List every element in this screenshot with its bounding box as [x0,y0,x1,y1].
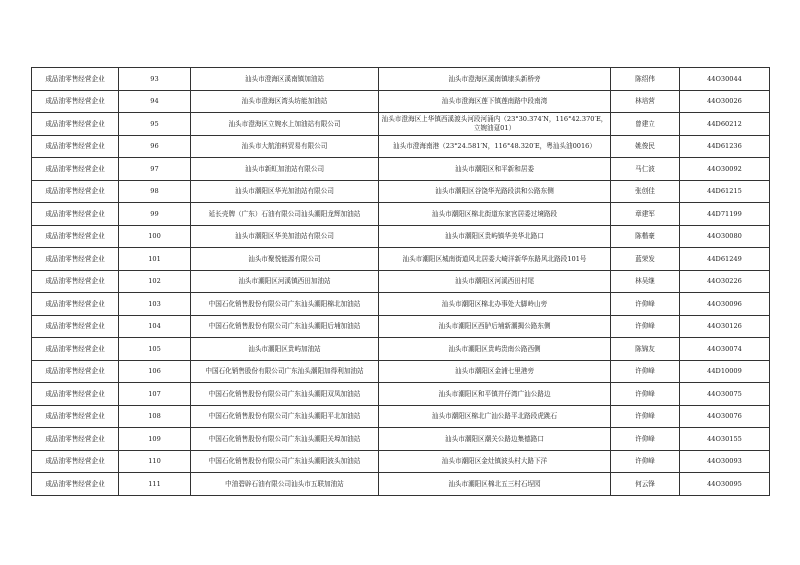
cell-person: 许仰峰 [611,383,680,406]
cell-number: 103 [119,293,191,316]
cell-category: 成品油零售经营企业 [32,68,119,91]
cell-category: 成品油零售经营企业 [32,135,119,158]
cell-number: 97 [119,158,191,181]
cell-address: 汕头市澄海区溪南镇埭头新桥旁 [379,68,611,91]
cell-category: 成品油零售经营企业 [32,293,119,316]
cell-number: 102 [119,270,191,293]
cell-address: 汕头市澄海区莲下镇莲南路中段南湾 [379,90,611,113]
table-row [32,270,770,293]
cell-enterprise-name: 中国石化销售股份有限公司广东汕头潮阳后埔加油站 [191,315,379,338]
cell-enterprise-name: 中国石化销售股份有限公司广东汕头潮阳平北加油站 [191,405,379,428]
cell-enterprise-name: 汕头市澄海区立婉水上加油站有限公司 [191,113,379,136]
cell-code: 44O30076 [680,405,770,428]
cell-number: 96 [119,135,191,158]
table-row [32,293,770,316]
cell-address: 汕头市潮阳区棉北街道东家宫居委过境路段 [379,203,611,226]
cell-category: 成品油零售经营企业 [32,383,119,406]
table-row [32,225,770,248]
cell-address: 汕头市潮阳区和平镇井仔湾广汕公路边 [379,383,611,406]
cell-person: 林培营 [611,90,680,113]
cell-category: 成品油零售经营企业 [32,315,119,338]
cell-code: 44D61215 [680,180,770,203]
cell-address: 汕头市潮阳区西胪后埔新潮揭公路东侧 [379,315,611,338]
cell-number: 110 [119,450,191,473]
cell-person: 张创佳 [611,180,680,203]
table-row [32,450,770,473]
cell-address: 汕头市潮阳区河溪西田村尾 [379,270,611,293]
cell-person: 许仰峰 [611,360,680,383]
cell-person: 蓝荣发 [611,248,680,271]
cell-number: 99 [119,203,191,226]
cell-category: 成品油零售经营企业 [32,428,119,451]
cell-address: 汕头市澄海南港（23°24.581′N，116°48.320′E，粤汕头油0016） [379,135,611,158]
table-row [32,315,770,338]
cell-number: 101 [119,248,191,271]
cell-number: 98 [119,180,191,203]
cell-code: 44D61236 [680,135,770,158]
cell-number: 108 [119,405,191,428]
cell-enterprise-name: 中国石化销售股份有限公司广东汕头潮阳棉北加油站 [191,293,379,316]
cell-address: 汕头市潮阳区棉北五三村石埕园 [379,473,611,496]
cell-address: 汕头市潮阳区和平新和居委 [379,158,611,181]
cell-address: 汕头市潮阳区棉北办事处大脚岭山旁 [379,293,611,316]
cell-code: 44O30226 [680,270,770,293]
table-row [32,90,770,113]
table-row [32,338,770,361]
cell-person: 章建军 [611,203,680,226]
table-row [32,135,770,158]
cell-address: 汕头市潮阳区贵屿贵南公路西侧 [379,338,611,361]
cell-person: 许仰峰 [611,450,680,473]
cell-enterprise-name: 中国石化销售股份有限公司广东汕头潮阳波头加油站 [191,450,379,473]
cell-category: 成品油零售经营企业 [32,248,119,271]
cell-person: 林吴继 [611,270,680,293]
table-row [32,428,770,451]
cell-number: 104 [119,315,191,338]
cell-category: 成品油零售经营企业 [32,360,119,383]
cell-code: 44O30093 [680,450,770,473]
cell-code: 44O30092 [680,158,770,181]
cell-category: 成品油零售经营企业 [32,405,119,428]
cell-category: 成品油零售经营企业 [32,180,119,203]
cell-category: 成品油零售经营企业 [32,270,119,293]
cell-code: 44D10009 [680,360,770,383]
cell-number: 100 [119,225,191,248]
cell-number: 106 [119,360,191,383]
cell-code: 44O30096 [680,293,770,316]
cell-person: 何云锋 [611,473,680,496]
cell-person: 许仰峰 [611,405,680,428]
cell-address: 汕头市潮阳区潮关公路边集德路口 [379,428,611,451]
enterprise-table [31,67,770,496]
cell-code: 44O30126 [680,315,770,338]
cell-number: 105 [119,338,191,361]
cell-enterprise-name: 中国石化销售股份有限公司广东汕头潮阳关埠加油站 [191,428,379,451]
cell-address: 汕头市澄海区上华镇西溪渡头河段河涌内（23°30.374′N，116°42.370′E，立婉油趸01） [379,113,611,136]
cell-enterprise-name: 中国石化销售股份有限公司广东汕头潮阳双凤加油站 [191,383,379,406]
cell-enterprise-name: 汕头市澄海区溪南镇加油站 [191,68,379,91]
cell-code: 44O30074 [680,338,770,361]
cell-category: 成品油零售经营企业 [32,113,119,136]
cell-number: 107 [119,383,191,406]
cell-code: 44O30155 [680,428,770,451]
cell-address: 汕头市潮阳区谷饶华光路段洪和公路东侧 [379,180,611,203]
cell-category: 成品油零售经营企业 [32,225,119,248]
cell-number: 95 [119,113,191,136]
cell-person: 陈楷豪 [611,225,680,248]
cell-person: 马仁波 [611,158,680,181]
cell-code: 44O30095 [680,473,770,496]
cell-address: 汕头市潮阳区贵屿镇华美华北路口 [379,225,611,248]
cell-code: 44D61249 [680,248,770,271]
table-row [32,180,770,203]
cell-address: 汕头市潮阳区棉北广汕公路平北路段虎跳石 [379,405,611,428]
cell-category: 成品油零售经营企业 [32,450,119,473]
document-table-wrap [31,67,769,496]
cell-category: 成品油零售经营企业 [32,473,119,496]
cell-code: 44O30075 [680,383,770,406]
cell-category: 成品油零售经营企业 [32,203,119,226]
cell-person: 曾建立 [611,113,680,136]
cell-number: 94 [119,90,191,113]
cell-enterprise-name: 中国石化销售股份有限公司广东汕头潮阳加得利加油站 [191,360,379,383]
cell-code: 44D60212 [680,113,770,136]
cell-category: 成品油零售经营企业 [32,158,119,181]
cell-person: 许仰峰 [611,293,680,316]
cell-address: 汕头市潮阳区城南街道风北居委大崎洋新华东路风北路段101号 [379,248,611,271]
table-row [32,360,770,383]
cell-enterprise-name: 中油碧辟石油有限公司汕头市五联加油站 [191,473,379,496]
cell-code: 44D71199 [680,203,770,226]
table-row [32,473,770,496]
cell-code: 44O30044 [680,68,770,91]
cell-number: 111 [119,473,191,496]
cell-address: 汕头市潮阳区金灶镇波头村大路下洋 [379,450,611,473]
cell-person: 陈锦友 [611,338,680,361]
cell-code: 44O30080 [680,225,770,248]
cell-enterprise-name: 延长壳牌（广东）石油有限公司汕头潮阳龙辉加油站 [191,203,379,226]
cell-enterprise-name: 汕头市聚悦能源有限公司 [191,248,379,271]
cell-person: 姚俊民 [611,135,680,158]
table-row [32,203,770,226]
cell-category: 成品油零售经营企业 [32,90,119,113]
cell-enterprise-name: 汕头市潮阳区河溪镇西田加油站 [191,270,379,293]
cell-enterprise-name: 汕头市新虹加油站有限公司 [191,158,379,181]
cell-code: 44O30026 [680,90,770,113]
cell-category: 成品油零售经营企业 [32,338,119,361]
cell-person: 许仰峰 [611,315,680,338]
cell-enterprise-name: 汕头市大航油料贸易有限公司 [191,135,379,158]
table-row [32,113,770,136]
cell-number: 109 [119,428,191,451]
cell-enterprise-name: 汕头市潮阳区华美加油站有限公司 [191,225,379,248]
cell-enterprise-name: 汕头市澄海区湾头坊能加油站 [191,90,379,113]
cell-number: 93 [119,68,191,91]
cell-address: 汕头市潮阳区金浦七里港旁 [379,360,611,383]
table-row [32,383,770,406]
table-row [32,158,770,181]
cell-person: 陈绍伟 [611,68,680,91]
cell-enterprise-name: 汕头市潮阳区华光加油站有限公司 [191,180,379,203]
table-body [32,68,770,496]
table-row [32,405,770,428]
cell-enterprise-name: 汕头市潮阳区贵屿加油站 [191,338,379,361]
cell-person: 许仰峰 [611,428,680,451]
table-row [32,248,770,271]
table-row [32,68,770,91]
